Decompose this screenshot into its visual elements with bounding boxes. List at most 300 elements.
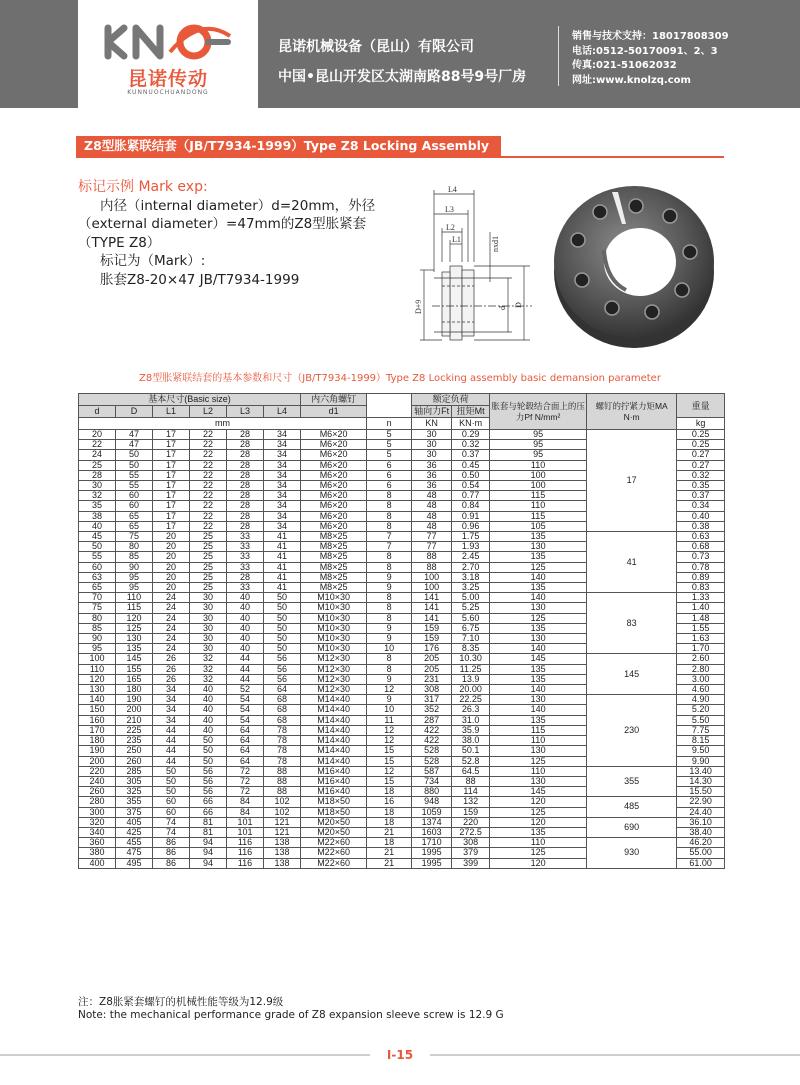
cell-ft: 36: [412, 460, 452, 470]
cell-pf: 135: [490, 552, 587, 562]
cell-L2: 30: [190, 644, 227, 654]
cell-d: 32: [79, 491, 116, 501]
cell-L3: 44: [227, 654, 264, 664]
cell-n: 9: [367, 623, 412, 633]
cell-L3: 40: [227, 593, 264, 603]
cell-L2: 22: [190, 521, 227, 531]
cell-mt: 5.25: [452, 603, 490, 613]
cell-ft: 734: [412, 776, 452, 786]
dim-label-l2: L2: [446, 223, 455, 232]
cell-L1: 20: [153, 542, 190, 552]
cell-mt: 1.93: [452, 542, 490, 552]
header-d1: d1: [301, 406, 367, 418]
cell-d1: M14×40: [301, 725, 367, 735]
cell-L4: 88: [264, 787, 301, 797]
cell-weight: 0.35: [677, 481, 725, 491]
cell-L4: 121: [264, 817, 301, 827]
header-tightening-torque: 螺钉的拧紧力矩MA N·m: [587, 394, 677, 430]
cell-L2: 50: [190, 746, 227, 756]
cell-d1: M10×30: [301, 613, 367, 623]
cell-weight: 22.90: [677, 797, 725, 807]
cell-pf: 125: [490, 613, 587, 623]
cell-L4: 138: [264, 838, 301, 848]
cell-L1: 24: [153, 634, 190, 644]
cell-pf: 115: [490, 511, 587, 521]
cell-weight: 36.10: [677, 817, 725, 827]
cell-L4: 41: [264, 532, 301, 542]
cell-L3: 28: [227, 501, 264, 511]
cell-pf: 145: [490, 654, 587, 664]
cell-L1: 44: [153, 736, 190, 746]
cell-pf: 130: [490, 634, 587, 644]
cell-weight: 1.70: [677, 644, 725, 654]
cell-D: 355: [116, 797, 153, 807]
cell-n: 8: [367, 562, 412, 572]
cell-d1: M6×20: [301, 450, 367, 460]
cell-L2: 81: [190, 827, 227, 837]
cell-d1: M14×40: [301, 756, 367, 766]
cell-d: 120: [79, 674, 116, 684]
cell-L1: 17: [153, 501, 190, 511]
cell-ft: 205: [412, 664, 452, 674]
cell-n: 18: [367, 817, 412, 827]
header-unit-kg: kg: [677, 418, 725, 430]
contact-fax: 传真:021-51062032: [572, 60, 677, 71]
cell-ft: 308: [412, 685, 452, 695]
header-l2: L2: [190, 406, 227, 418]
cell-n: 9: [367, 572, 412, 582]
cell-d1: M16×40: [301, 766, 367, 776]
cell-weight: 2.60: [677, 654, 725, 664]
dim-label-l4: L4: [448, 185, 457, 194]
cell-mt: 0.84: [452, 501, 490, 511]
cell-D: 120: [116, 613, 153, 623]
cell-weight: 4.90: [677, 695, 725, 705]
cell-d: 180: [79, 736, 116, 746]
cell-d1: M12×30: [301, 685, 367, 695]
cell-d1: M10×30: [301, 603, 367, 613]
cell-L2: 25: [190, 562, 227, 572]
cell-L3: 116: [227, 858, 264, 868]
cell-d: 380: [79, 848, 116, 858]
cell-D: 190: [116, 695, 153, 705]
cell-n: 21: [367, 858, 412, 868]
cell-D: 95: [116, 583, 153, 593]
cell-D: 260: [116, 756, 153, 766]
product-photo: [552, 180, 717, 350]
cell-n: 5: [367, 440, 412, 450]
cell-pf: 120: [490, 797, 587, 807]
cell-L1: 34: [153, 715, 190, 725]
section-title: Z8型胀紧联结套（JB/T7934-1999）Type Z8 Locking Assembly: [76, 136, 501, 156]
cell-D: 495: [116, 858, 153, 868]
cell-L2: 40: [190, 705, 227, 715]
cell-mt: 379: [452, 848, 490, 858]
cell-ft: 880: [412, 787, 452, 797]
cell-L4: 34: [264, 440, 301, 450]
cell-mt: 3.18: [452, 572, 490, 582]
cell-pf: 125: [490, 807, 587, 817]
cell-D: 95: [116, 572, 153, 582]
cell-D: 55: [116, 470, 153, 480]
table-row: [79, 766, 725, 776]
cell-pf: 140: [490, 705, 587, 715]
cell-mt: 0.54: [452, 481, 490, 491]
cell-L2: 94: [190, 848, 227, 858]
cell-L4: 41: [264, 562, 301, 572]
cell-L1: 17: [153, 521, 190, 531]
dim-label-d9: D+9: [414, 299, 423, 314]
cell-torque-ma: 83: [587, 593, 677, 654]
cell-pf: 130: [490, 603, 587, 613]
cell-L3: 84: [227, 797, 264, 807]
cell-L2: 50: [190, 736, 227, 746]
cell-L3: 28: [227, 460, 264, 470]
cell-L4: 34: [264, 501, 301, 511]
cell-D: 47: [116, 430, 153, 440]
cell-ft: 159: [412, 634, 452, 644]
cell-mt: 0.91: [452, 511, 490, 521]
cell-D: 60: [116, 491, 153, 501]
cell-L1: 17: [153, 470, 190, 480]
cell-L4: 56: [264, 664, 301, 674]
cell-L3: 84: [227, 807, 264, 817]
cell-L2: 30: [190, 593, 227, 603]
cell-mt: 272.5: [452, 827, 490, 837]
cell-d1: M6×20: [301, 511, 367, 521]
cell-L4: 34: [264, 521, 301, 531]
cell-ft: 1995: [412, 848, 452, 858]
cell-L1: 34: [153, 685, 190, 695]
mark-example-line: 内径（internal diameter）d=20mm，外径: [100, 197, 376, 214]
cell-d1: M14×40: [301, 695, 367, 705]
cell-L3: 40: [227, 644, 264, 654]
mark-example-line: 胀套Z8-20×47 JB/T7934-1999: [100, 271, 300, 288]
cell-d: 40: [79, 521, 116, 531]
cell-weight: 15.50: [677, 787, 725, 797]
cell-d: 280: [79, 797, 116, 807]
cell-pf: 125: [490, 756, 587, 766]
cell-D: 180: [116, 685, 153, 695]
cell-n: 5: [367, 450, 412, 460]
cell-n: 8: [367, 511, 412, 521]
cell-ft: 100: [412, 572, 452, 582]
cell-ft: 528: [412, 756, 452, 766]
cell-d1: M8×25: [301, 542, 367, 552]
cell-D: 90: [116, 562, 153, 572]
cell-L4: 34: [264, 481, 301, 491]
cell-ft: 48: [412, 501, 452, 511]
cell-n: 11: [367, 715, 412, 725]
contact-website[interactable]: 网址:www.knolzq.com: [572, 74, 691, 86]
cell-torque-ma: 230: [587, 695, 677, 766]
cell-d1: M16×40: [301, 787, 367, 797]
cell-ft: 352: [412, 705, 452, 715]
cell-ft: 231: [412, 674, 452, 684]
cell-d: 340: [79, 827, 116, 837]
cell-L2: 22: [190, 470, 227, 480]
cell-ft: 317: [412, 695, 452, 705]
cell-ft: 287: [412, 715, 452, 725]
cell-D: 130: [116, 634, 153, 644]
cell-ft: 30: [412, 450, 452, 460]
cell-ft: 1374: [412, 817, 452, 827]
cell-D: 85: [116, 552, 153, 562]
cell-L4: 50: [264, 613, 301, 623]
cell-L2: 40: [190, 695, 227, 705]
cell-mt: 26.3: [452, 705, 490, 715]
cell-pf: 110: [490, 501, 587, 511]
cell-L4: 68: [264, 695, 301, 705]
cell-mt: 3.25: [452, 583, 490, 593]
cell-L2: 66: [190, 797, 227, 807]
cell-L4: 34: [264, 491, 301, 501]
header-rated-load: 额定负荷: [412, 394, 490, 406]
cell-L1: 20: [153, 583, 190, 593]
cell-L3: 28: [227, 521, 264, 531]
cell-d1: M6×20: [301, 481, 367, 491]
cell-ft: 48: [412, 511, 452, 521]
cell-L1: 20: [153, 552, 190, 562]
cell-pf: 135: [490, 664, 587, 674]
cell-n: 10: [367, 705, 412, 715]
cell-L4: 41: [264, 542, 301, 552]
cell-weight: 5.20: [677, 705, 725, 715]
cell-mt: 31.0: [452, 715, 490, 725]
cell-d1: M16×40: [301, 776, 367, 786]
cell-L4: 56: [264, 654, 301, 664]
header-basic-size: 基本尺寸(Basic size): [79, 394, 301, 406]
cell-d1: M20×50: [301, 827, 367, 837]
cell-L1: 34: [153, 695, 190, 705]
cell-L2: 22: [190, 430, 227, 440]
header-divider: [558, 26, 559, 86]
cell-L3: 28: [227, 470, 264, 480]
cell-mt: 52.8: [452, 756, 490, 766]
cell-n: 21: [367, 827, 412, 837]
cell-L4: 64: [264, 685, 301, 695]
cell-D: 475: [116, 848, 153, 858]
cell-d: 260: [79, 787, 116, 797]
cell-L4: 50: [264, 634, 301, 644]
cell-ft: 205: [412, 654, 452, 664]
cell-weight: 1.33: [677, 593, 725, 603]
cell-D: 165: [116, 674, 153, 684]
cell-torque-ma: 17: [587, 430, 677, 532]
cell-L1: 44: [153, 746, 190, 756]
cell-mt: 22.25: [452, 695, 490, 705]
cell-D: 115: [116, 603, 153, 613]
cell-L1: 44: [153, 756, 190, 766]
note-cn: 注：Z8胀紧套螺钉的机械性能等级为12.9级: [78, 996, 284, 1008]
header-unit-knm: KN·m: [452, 418, 490, 430]
cell-D: 455: [116, 838, 153, 848]
cell-D: 425: [116, 827, 153, 837]
cell-L4: 41: [264, 552, 301, 562]
cell-d: 25: [79, 460, 116, 470]
cell-d1: M6×20: [301, 440, 367, 450]
cell-L1: 17: [153, 450, 190, 460]
cell-d1: M22×60: [301, 858, 367, 868]
cell-L4: 78: [264, 736, 301, 746]
cell-weight: 0.40: [677, 511, 725, 521]
cell-D: 210: [116, 715, 153, 725]
dim-label-l3: L3: [445, 205, 454, 214]
cell-L4: 34: [264, 511, 301, 521]
cell-weight: 0.27: [677, 460, 725, 470]
cell-d: 65: [79, 583, 116, 593]
cell-L4: 78: [264, 756, 301, 766]
cell-torque-ma: 485: [587, 797, 677, 817]
cell-weight: 14.30: [677, 776, 725, 786]
cell-ft: 587: [412, 766, 452, 776]
spec-table: [78, 393, 725, 869]
cell-pf: 120: [490, 858, 587, 868]
cell-mt: 11.25: [452, 664, 490, 674]
cell-n: 9: [367, 674, 412, 684]
cell-L3: 28: [227, 491, 264, 501]
cell-d: 110: [79, 664, 116, 674]
cell-L4: 50: [264, 593, 301, 603]
cell-weight: 0.37: [677, 491, 725, 501]
cell-L2: 32: [190, 664, 227, 674]
cell-n: 12: [367, 766, 412, 776]
cell-pf: 130: [490, 776, 587, 786]
table-row: [79, 654, 725, 664]
cell-weight: 0.78: [677, 562, 725, 572]
cell-L1: 26: [153, 654, 190, 664]
cell-d1: M22×60: [301, 838, 367, 848]
cell-d: 70: [79, 593, 116, 603]
cell-d: 80: [79, 613, 116, 623]
cell-pf: 100: [490, 481, 587, 491]
cell-d: 100: [79, 654, 116, 664]
cell-pf: 110: [490, 838, 587, 848]
cell-ft: 48: [412, 521, 452, 531]
cell-ft: 1710: [412, 838, 452, 848]
company-address: 中国•昆山开发区太湖南路88号9号厂房: [278, 69, 527, 85]
cell-L2: 30: [190, 613, 227, 623]
cell-d1: M14×40: [301, 705, 367, 715]
cell-pf: 145: [490, 787, 587, 797]
cell-pf: 135: [490, 583, 587, 593]
cell-weight: 1.40: [677, 603, 725, 613]
cell-L3: 28: [227, 511, 264, 521]
cell-L2: 22: [190, 440, 227, 450]
cell-L1: 17: [153, 430, 190, 440]
dim-label-big-d: D: [514, 302, 523, 308]
cell-n: 8: [367, 501, 412, 511]
cell-pf: 130: [490, 746, 587, 756]
cell-pf: 95: [490, 440, 587, 450]
cell-mt: 2.45: [452, 552, 490, 562]
cell-L3: 101: [227, 827, 264, 837]
header-l3: L3: [227, 406, 264, 418]
cell-pf: 100: [490, 470, 587, 480]
cell-L3: 33: [227, 552, 264, 562]
cell-mt: 7.10: [452, 634, 490, 644]
company-logo: [78, 0, 258, 108]
cell-L2: 81: [190, 817, 227, 827]
header-n: n: [367, 418, 412, 430]
header-unit-kn: KN: [412, 418, 452, 430]
cell-L2: 25: [190, 572, 227, 582]
cell-pf: 115: [490, 725, 587, 735]
cell-d: 50: [79, 542, 116, 552]
cell-n: 12: [367, 725, 412, 735]
cell-weight: 0.34: [677, 501, 725, 511]
cell-n: 8: [367, 491, 412, 501]
cell-L2: 32: [190, 654, 227, 664]
table-row: [79, 797, 725, 807]
cell-d1: M18×50: [301, 807, 367, 817]
cell-L1: 50: [153, 766, 190, 776]
cell-d: 90: [79, 634, 116, 644]
logo-english-name: KUNNUOCHUANDONG: [127, 89, 209, 96]
cell-d1: M6×20: [301, 460, 367, 470]
cell-pf: 130: [490, 695, 587, 705]
cell-d1: M10×30: [301, 644, 367, 654]
cell-L2: 56: [190, 776, 227, 786]
cell-L3: 72: [227, 776, 264, 786]
cell-L3: 40: [227, 634, 264, 644]
cell-torque-ma: 355: [587, 766, 677, 797]
cell-L3: 64: [227, 756, 264, 766]
cell-d: 220: [79, 766, 116, 776]
cell-L1: 24: [153, 603, 190, 613]
cell-d: 320: [79, 817, 116, 827]
cell-mt: 308: [452, 838, 490, 848]
cell-d: 24: [79, 450, 116, 460]
cell-d: 360: [79, 838, 116, 848]
cell-d1: M14×40: [301, 746, 367, 756]
cell-d: 300: [79, 807, 116, 817]
cell-mt: 13.9: [452, 674, 490, 684]
cell-weight: 3.00: [677, 674, 725, 684]
dim-label-nxd1: nxd1: [491, 236, 500, 252]
cell-n: 7: [367, 542, 412, 552]
cell-ft: 30: [412, 430, 452, 440]
table-row: [79, 838, 725, 848]
cell-L1: 26: [153, 674, 190, 684]
cell-L4: 102: [264, 807, 301, 817]
logo-chinese-name: 昆诺传动: [127, 68, 208, 90]
cell-L2: 22: [190, 481, 227, 491]
cell-weight: 9.90: [677, 756, 725, 766]
cell-d1: M6×20: [301, 501, 367, 511]
cell-L2: 30: [190, 623, 227, 633]
cell-d: 35: [79, 501, 116, 511]
cell-mt: 114: [452, 787, 490, 797]
cell-ft: 1995: [412, 858, 452, 868]
cell-L3: 28: [227, 481, 264, 491]
cell-mt: 0.29: [452, 430, 490, 440]
cell-mt: 0.45: [452, 460, 490, 470]
cell-L4: 88: [264, 776, 301, 786]
table-row: [79, 593, 725, 603]
cell-L2: 40: [190, 685, 227, 695]
cell-L1: 60: [153, 797, 190, 807]
cell-L4: 41: [264, 572, 301, 582]
cell-n: 18: [367, 838, 412, 848]
table-row: [79, 817, 725, 827]
cell-L1: 17: [153, 440, 190, 450]
cell-L4: 34: [264, 430, 301, 440]
cell-L1: 60: [153, 807, 190, 817]
cell-d: 30: [79, 481, 116, 491]
cell-d: 200: [79, 756, 116, 766]
cell-weight: 0.25: [677, 430, 725, 440]
